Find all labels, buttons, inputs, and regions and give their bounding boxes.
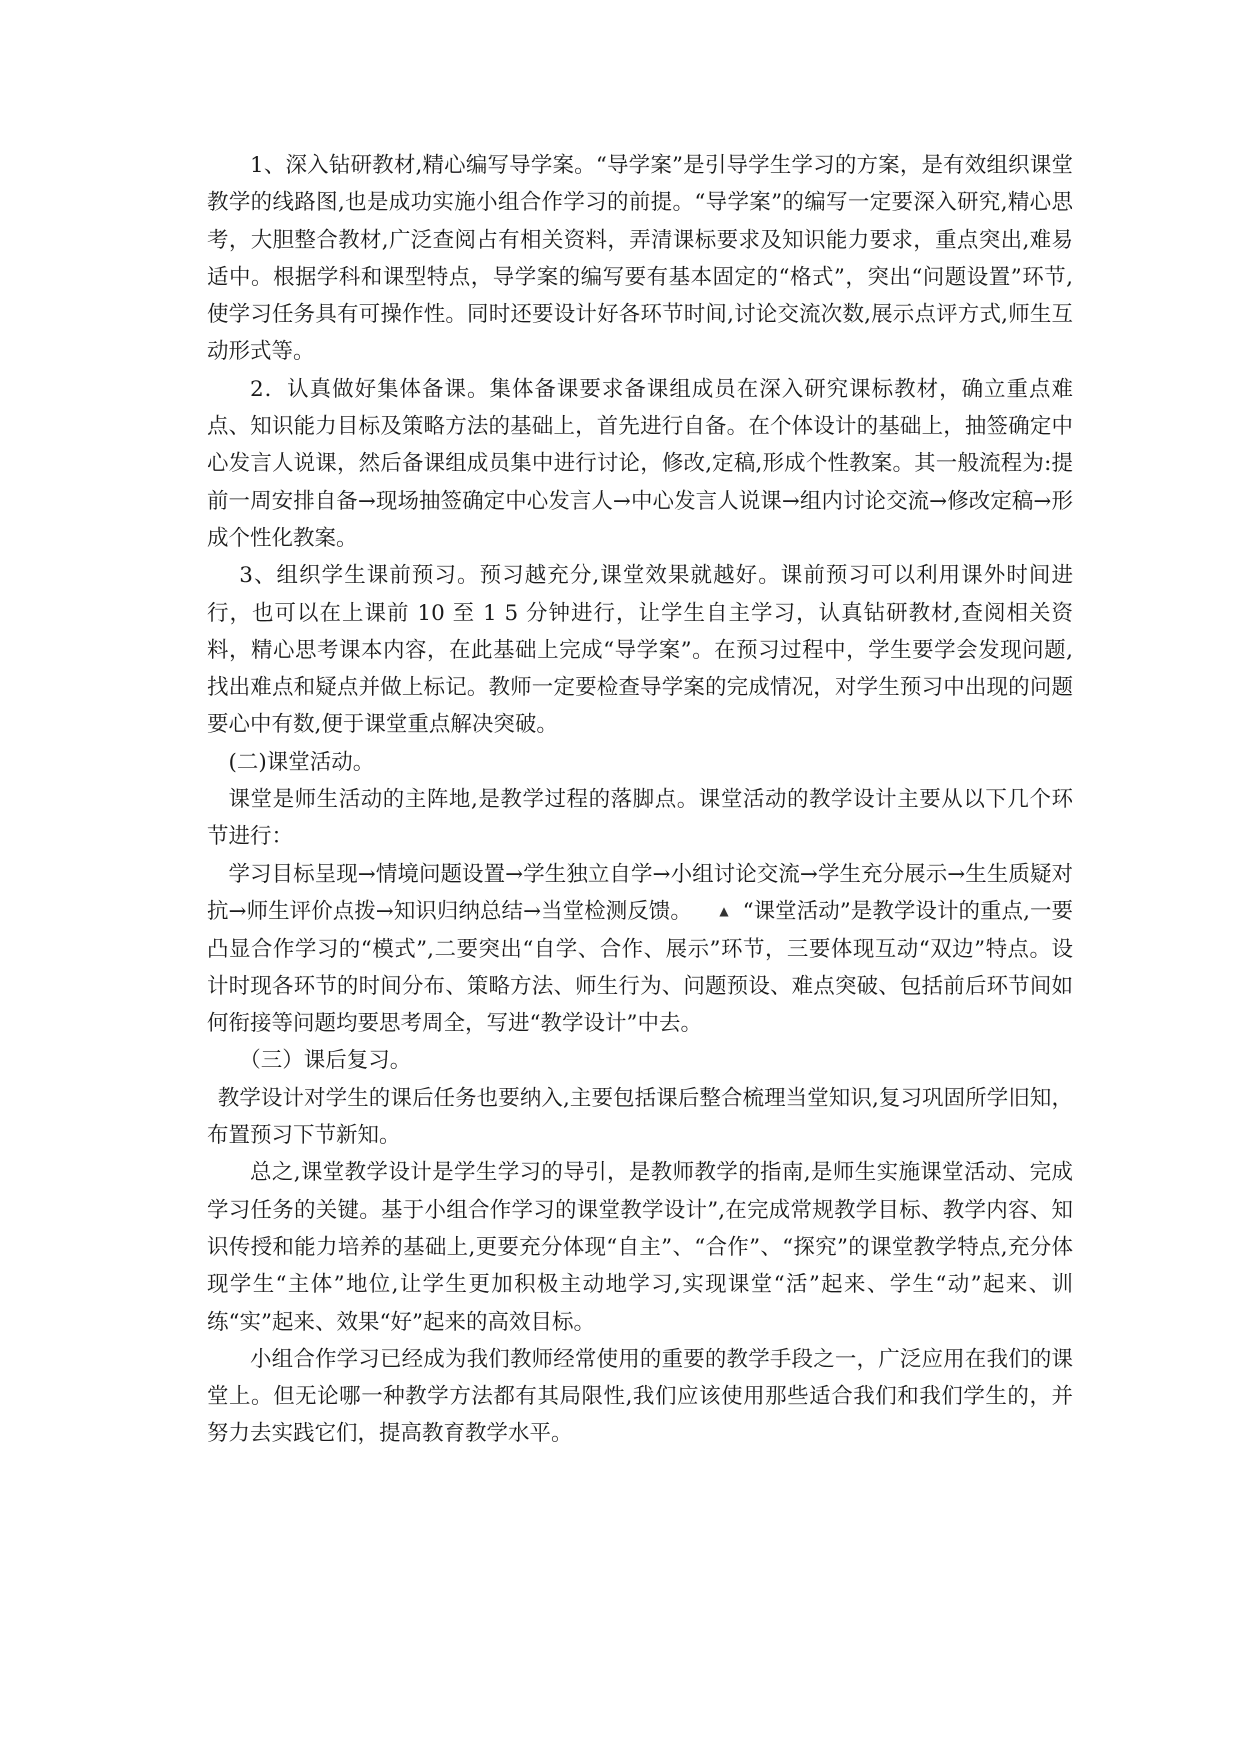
paragraph-classroom-intro: 课堂是师生活动的主阵地,是教学过程的落脚点。课堂活动的教学设计主要从以下几个环节进行： bbox=[207, 787, 1073, 850]
paragraph-collective-lesson-prep: 2．认真做好集体备课。集体备课要求备课组成员在深入研究课标教材，确立重点难点、知识能力目标及策略方法的基础上，首先进行自备。在个体设计的基础上，抽签确定中心发言人说课，然后备课组成员集中进行讨论，修改,定稿,形成个性教案。其一般流程为:提前一周安排自备→现场抽签确定中心发言人→中心发言人说课→组内讨论交流→修改定稿→形成个性化教案。 bbox=[207, 376, 1073, 551]
section-heading-review: （三）课后复习。 bbox=[239, 1048, 412, 1074]
paragraph-preview: 3、组织学生课前预习。预习越充分,课堂效果就越好。课前预习可以利用课外时间进行，也可以在上课前 10 至 1 5 分钟进行，让学生自主学习，认真钻研教材,查阅相关资料，精心思考课本内容，在此基础上完成“导学案”。在预习过程中，学生要学会发现问题,找出难点和疑点并做上标记。教师一定要检查导学案的完成情况，对学生预习中出现的问题要心中有数,便于课堂重点解决突破。 bbox=[207, 563, 1073, 738]
document-body bbox=[207, 147, 1073, 1453]
paragraph-conclusion: 小组合作学习已经成为我们教师经常使用的重要的教学手段之一，广泛应用在我们的课堂上。但无论哪一种教学方法都有其局限性,我们应该使用那些适合我们和我们学生的，并努力去实践它们，提高教育教学水平。 bbox=[207, 1346, 1073, 1447]
triangle-mark-icon: ▲ bbox=[719, 904, 729, 919]
paragraph-activity-flow bbox=[207, 856, 1073, 1043]
section-heading-classroom-activity: (二)课堂活动。 bbox=[228, 749, 375, 775]
activity-flow-text: 学习目标呈现→情境问题设置→学生独立自学→小组讨论交流→学生充分展示→生生质疑对抗→师生评价点拨→知识归纳总结→当堂检测反馈。 bbox=[207, 861, 1073, 924]
activity-focus-text: “课堂活动”是教学设计的重点,一要凸显合作学习的“模式”,二要突出“自学、合作、展示”环节，三要体现互动“双边”特点。设计时现各环节的时间分布、策略方法、师生行为、问题预设、难点突破、包括前后环节间如何衔接等问题均要思考周全，写进“教学设计”中去。 bbox=[207, 898, 1073, 1037]
paragraph-after-class: 教学设计对学生的课后任务也要纳入,主要包括课后整合梳理当堂知识,复习巩固所学旧知，布置预习下节新知。 bbox=[207, 1085, 1073, 1149]
paragraph-summary: 总之,课堂教学设计是学生学习的导引，是教师教学的指南,是师生实施课堂活动、完成学习任务的关键。基于小组合作学习的课堂教学设计”,在完成常规教学目标、教学内容、知识传授和能力培养的基础上,更要充分体现“自主”、“合作”、“探究”的课堂教学特点,充分体现学生“主体”地位,让学生更加积极主动地学习,实现课堂“活”起来、学生“动”起来、训练“实”起来、效果“好”起来的高效目标。 bbox=[207, 1160, 1073, 1335]
paragraph-guide-plan: 1、深入钻研教材,精心编写导学案。“导学案”是引导学生学习的方案，是有效组织课堂教学的线路图,也是成功实施小组合作学习的前提。“导学案”的编写一定要深入研究,精心思考，大胆整合教材,广泛查阅占有相关资料，弄清课标要求及知识能力要求，重点突出,难易适中。根据学科和课型特点，导学案的编写要有基本固定的“格式”，突出“问题设置”环节,使学习任务具有可操作性。同时还要设计好各环节时间,讨论交流次数,展示点评方式,师生互动形式等。 bbox=[207, 153, 1073, 365]
